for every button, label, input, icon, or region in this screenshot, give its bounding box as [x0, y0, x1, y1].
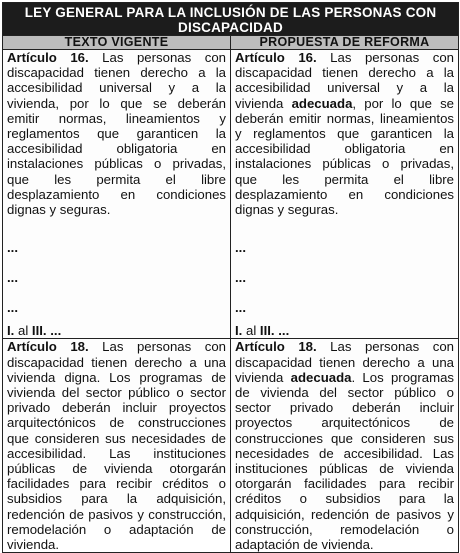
left-article-18-paragraph: [7, 339, 226, 552]
right-fraction-al: al: [242, 323, 260, 339]
left-ellipsis-1: ...: [7, 240, 18, 256]
column-header-current-text: TEXTO VIGENTE: [3, 36, 231, 50]
right-ellipsis-3: ...: [235, 300, 246, 316]
right-article-16-paragraph: [235, 50, 454, 217]
spacer: [7, 217, 226, 233]
right-fraction-i: I.: [235, 323, 243, 339]
document-page: [2, 2, 458, 553]
column-header-reform-proposal: PROPUESTA DE REFORMA: [231, 36, 459, 50]
left-article-16-cell: [3, 50, 231, 339]
right-article-16-text-1: Las personas con discapacidad tienen derecho a la accesibilidad universal y a la vivienda: [235, 50, 455, 111]
left-article-16-text: Las personas con discapacidad tienen derecho a la accesibilidad universal y a la vivienda, por lo que se deberán emitir normas, lineamientos y reglamentos que garanticen la accesibilidad obligatoria en instalaciones públicas o privadas, que les permita el libre desplazamiento en condiciones dignas y seguras.: [7, 50, 226, 218]
left-fractions-line: [7, 323, 226, 338]
right-article-18-text-2: . Los programas de vivienda del sector público o sector privado deberán incluir proyectos arquitectónicos de construcciones que consideren sus necesidades de accesibilidad. Las instituciones públicas de vivienda otorgarán facilidades para recibir créditos o subsidios para la adquisición, redención de pasivos y construcción, remodelación o adaptación de vivienda.: [235, 369, 455, 553]
right-article-18-cell: [231, 339, 459, 553]
left-ellipsis-3: ...: [7, 300, 18, 316]
left-article-18-cell: [3, 339, 231, 553]
right-ellipsis-2: ...: [235, 270, 246, 286]
left-article-18-label: Artículo 18.: [7, 339, 89, 355]
right-article-18-text-1: Las personas con discapacidad tienen derecho a una vivienda: [235, 339, 455, 385]
left-article-18-text: Las personas con discapacidad tienen derecho a una vivienda digna. Los programas de vivienda del sector público o sector privado deberán incluir proyectos arquitectónicos de construcciones que consideren sus necesidades de accesibilidad. Las instituciones públicas de vivienda otorgarán facilidades para recibir créditos o subsidios para la adquisición, redención de pasivos y construcción, remodelación o adaptación de vivienda.: [7, 339, 226, 553]
right-article-16-amendment: adecuada: [291, 95, 353, 111]
left-ellipsis-2: ...: [7, 270, 18, 286]
right-article-18-paragraph: [235, 339, 454, 552]
left-fraction-al: al: [14, 323, 32, 339]
right-article-18-label: Artículo 18.: [235, 339, 317, 355]
table-title: LEY GENERAL PARA LA INCLUSIÓN DE LAS PERSONAS CON DISCAPACIDAD: [3, 3, 459, 36]
right-article-16-cell: [231, 50, 459, 339]
right-ellipsis-1: ...: [235, 240, 246, 256]
right-article-16-label: Artículo 16.: [235, 50, 317, 65]
left-article-16-label: Artículo 16.: [7, 50, 89, 65]
right-fractions-line: [235, 323, 454, 338]
spacer: [235, 217, 454, 233]
right-fraction-iii: III. ...: [259, 323, 290, 339]
left-fraction-i: I.: [7, 323, 15, 339]
left-fraction-iii: III. ...: [31, 323, 62, 339]
right-article-18-amendment: adecuada: [290, 369, 352, 385]
comparison-table: [2, 2, 459, 553]
right-article-16-text-2: , por lo que se deberán emitir normas, lineamientos y reglamentos que garanticen la accesibilidad obligatoria en instalaciones públicas o privadas, que les permita el libre desplazamiento en condiciones dignas y seguras.: [235, 95, 455, 218]
left-article-16-paragraph: [7, 50, 226, 217]
